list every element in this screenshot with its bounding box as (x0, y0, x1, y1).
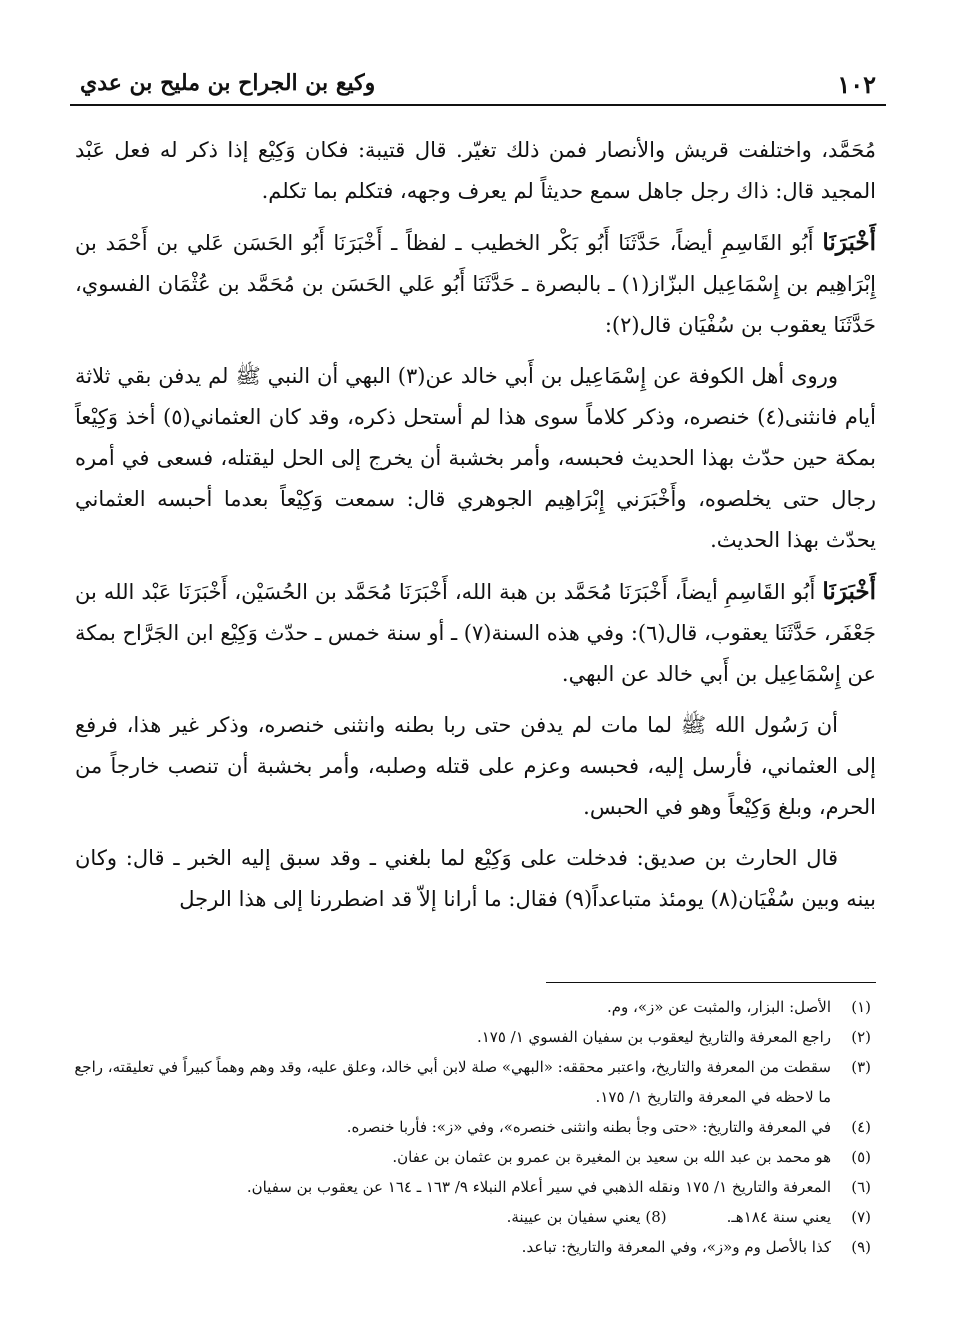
footnote-item (70, 1022, 871, 1052)
footnote-number: (٩) (851, 1238, 871, 1256)
paragraph-text: مُحَمَّد، واختلفت قريش والأنصار فمن ذلك تغيّر. قال قتيبة: فكان وَكِيْع إذا ذكر له فعل عَبْد المجيد قال: ذاك رجل جاهل سمع حديثاً لم يعرف وجهه، فتكلم بما تكلم. (75, 138, 876, 203)
footnote-item (70, 1112, 871, 1142)
footnote-number: (٦) (851, 1178, 871, 1196)
footnote-item (70, 1142, 871, 1172)
footnote-number: (٣) (851, 1058, 871, 1076)
footnote-text: راجع المعرفة والتاريخ ليعقوب بن سفيان الفسوي ١/ ١٧٥. (476, 1028, 831, 1046)
footnote-number: (٥) (851, 1148, 871, 1166)
paragraph (75, 705, 876, 828)
paragraph (75, 838, 876, 920)
page-number: ١٠٢ (837, 70, 876, 99)
running-title: وكيع بن الجراح بن مليح بن عدي (80, 70, 376, 96)
footnote-pair (70, 1202, 871, 1232)
footnote-item (70, 992, 871, 1022)
paragraph-text: أَبُو القَاسِمِ أيضاً، حَدَّثَنَا أَبُو بَكْر الخطيب ـ لفظاً ـ أَخْبَرَنَا أَبُو الحَسَن عَلي بن أَحْمَد بن إِبْرَاهِيم بن إِسْمَاعِيل البزّاز(١) ـ بالبصرة ـ حَدَّثَنَا أَبُو عَلي الحَسَن بن مُحَمَّد بن عُثْمَان الفسوي، حَدَّثَنَا يعقوب بن سُفْيَان قال(٢): (75, 231, 876, 337)
paragraph-text: أَبُو القَاسِمِ أيضاً، أَخْبَرَنَا مُحَمَّد بن هبة الله، أَخْبَرَنَا مُحَمَّد بن الحُسَيْن، أَخْبَرَنَا عَبْد الله بن جَعْفَر، حَدَّثَنَا يعقوب، قال(٦): وفي هذه السنة(٧) ـ أو سنة خمس ـ حدّث وَكِيْع ابن الجَرَّاح بمكة عن إِسْمَاعِيل بن أَبي خالد عن البهي. (74, 580, 876, 686)
footnote-text: الأصل: البزار، والمثبت عن «ز»، وم. (606, 998, 831, 1016)
footnote-text: في المعرفة والتاريخ: «حتى وجأ بطنه وانثنى خنصره»، وفي «ز»: فأربا خنصره. (346, 1118, 831, 1136)
paragraph (75, 130, 876, 212)
paragraph-lead: أَخْبَرَنَا (822, 229, 876, 256)
footnote-text: المعرفة والتاريخ ١/ ١٧٥ ونقله الذهبي في سير أعلام النبلاء ٩/ ١٦٣ ـ ١٦٤ عن يعقوب بن سفيان. (246, 1178, 831, 1196)
footnote-number: (8) (645, 1208, 667, 1226)
paragraph (75, 222, 876, 346)
footnote-number: (١) (851, 998, 871, 1016)
footnote-text: هو محمد بن عبد الله بن سعيد بن المغيرة بن عمرو بن عثمان بن عفان. (392, 1148, 831, 1166)
footnote-text: يعني سفيان بن عيينة. (506, 1208, 641, 1226)
footnotes (70, 992, 871, 1262)
paragraph-text: قال الحارث بن صديق: فدخلت على وَكِيْع لما بلغني ـ وقد سبق إليه الخبر ـ قال: وكان بينه وبين سُفْيَان(٨) يومئذ متباعداً(٩) فقال: ما أرانا إلاّ قد اضطررنا إلى هذا الرجل (75, 846, 876, 911)
paragraph (75, 356, 876, 561)
footnote-item (70, 1232, 871, 1262)
footnote-item (70, 1052, 871, 1112)
paragraph (75, 571, 876, 695)
paragraph-text: وروى أهل الكوفة عن إِسْمَاعِيل بن أَبي خالد عن(٣) البهي أن النبي ﷺ لم يدفن بقي ثلاثة أيام فانثنى(٤) خنصره، وذكر كلاماً سوى هذا لم أستحل ذكره، وقد كان العثماني(٥) أخذ وَكِيْعاً بمكة حين حدّث بهذا الحديث فحبسه، وأمر بخشبة أن يخرج إلى الحل ليقتله، فسعى في أمره رجال حتى يخلصوه، وأَخْبَرَني إِبْرَاهِيم الجوهري قال: سمعت وَكِيْعاً بعدما أحبسه العثماني يحدّث بهذا الحديث. (75, 364, 876, 552)
footnote-number: (٧) (851, 1208, 871, 1226)
footnote-item (70, 1172, 871, 1202)
footnote-text: يعني سنة ١٨٤هـ. (726, 1208, 831, 1226)
footnote-number: (٤) (851, 1118, 871, 1136)
footnote-number: (٢) (851, 1028, 871, 1046)
footnote-text: كذا بالأصل وم و«ز»، وفي المعرفة والتاريخ: تباعد. (521, 1238, 831, 1256)
footnote-text: سقطت من المعرفة والتاريخ، واعتبر محققه: «البهي» صلة لابن أبي خالد، وعلق عليه، وقد وهم وهماً كبيراً في تعليقته، راجع ما لاحظه في المعرفة والتاريخ ١/ ١٧٥. (74, 1058, 831, 1106)
main-text (75, 130, 876, 930)
footnote-inline-item (507, 1202, 667, 1232)
footnote-separator (546, 982, 876, 983)
page-header (70, 64, 886, 106)
paragraph-text: أن رَسُول الله ﷺ لما مات لم يدفن حتى ربا بطنه وانثنى خنصره، وذكر غير هذا، فرفع إلى العثماني، فأرسل إليه، فحبسه وعزم على قتله وصلبه، وأمر بخشبة أن تنصب خارجاً من الحرم، وبلغ وَكِيْعاً وهو في الحبس. (75, 713, 876, 819)
paragraph-lead: أَخْبَرَنَا (822, 578, 876, 605)
